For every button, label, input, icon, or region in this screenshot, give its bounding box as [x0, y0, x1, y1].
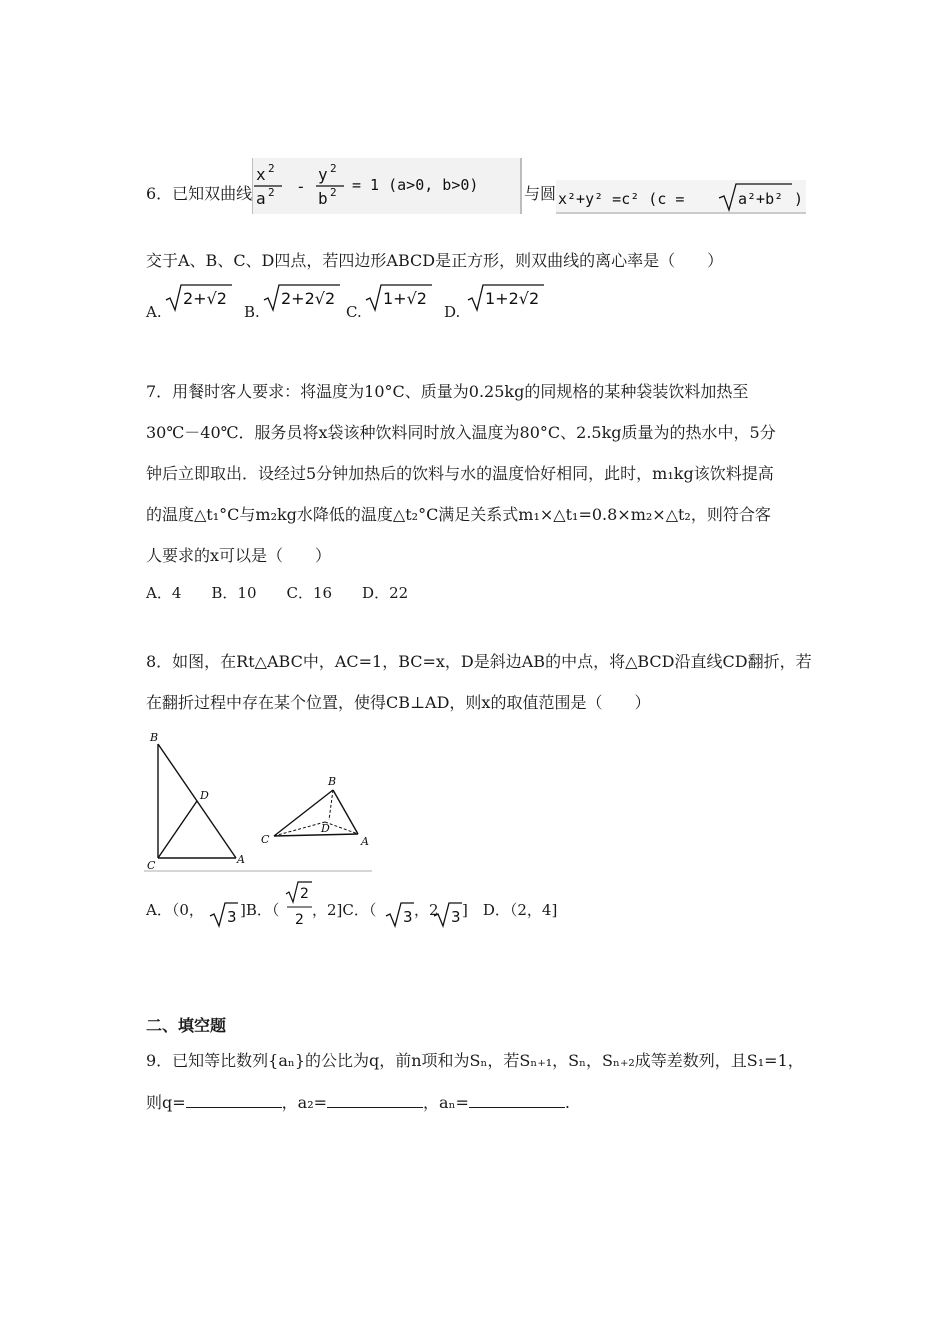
- q8-opt-c-mid: ，2: [414, 901, 439, 919]
- q8-opt-b-post: ，2]C．（: [312, 901, 377, 919]
- q9-blank-q[interactable]: [186, 1091, 282, 1108]
- hyperbola-equation-image: [252, 158, 522, 214]
- q6-connector: 与圆: [524, 184, 557, 203]
- label-b-left: B: [150, 731, 159, 744]
- hyp-y: y: [318, 165, 328, 184]
- q8-opt-a-post: ]B．（: [240, 901, 280, 919]
- q6-option-b-radical: [262, 282, 342, 312]
- q9-line2: [146, 1091, 570, 1114]
- q7-line3: 钟后立即取出．设经过5分钟加热后的饮料与水的温度恰好相同，此时，m₁kg该饮料提高: [146, 464, 774, 483]
- hyp-b: b: [318, 189, 328, 208]
- label-a-left: A: [237, 853, 245, 866]
- q8-opt-c-radical1: [384, 898, 416, 928]
- svg-text:3: 3: [227, 908, 237, 926]
- q8-opt-a-pre: A．（0，: [146, 901, 204, 919]
- q8-figure: [144, 728, 372, 873]
- label-c-right: C: [261, 833, 270, 846]
- section-title: 二、填空题: [146, 1016, 227, 1035]
- q6-option-b-label: B.: [244, 303, 260, 321]
- hyp-x-exp: 2: [268, 162, 275, 175]
- q9-line1: 9．已知等比数列{aₙ}的公比为q，前n项和为Sₙ，若Sₙ₊₁，Sₙ，Sₙ₊₂成等差数列，且S₁=1，: [146, 1051, 804, 1070]
- label-d-left: D: [200, 789, 209, 802]
- circle-radicand: a²+b²: [738, 190, 784, 208]
- svg-text:2: 2: [295, 912, 304, 928]
- q8-line2: 在翻折过程中存在某个位置，使得CB⊥AD，则x的取值范围是（ ）: [146, 693, 651, 712]
- svg-text:2+2√2: 2+2√2: [281, 289, 336, 308]
- q8-opt-c-radical2: [432, 898, 464, 928]
- svg-text:1+2√2: 1+2√2: [485, 289, 540, 308]
- q8-line1: 8．如图，在Rt△ABC中，AC=1，BC=x，D是斜边AB的中点，将△BCD沿直线CD翻折，若: [146, 652, 812, 671]
- svg-text:1+√2: 1+√2: [383, 289, 427, 308]
- hyp-minus: -: [296, 177, 306, 196]
- svg-text:2: 2: [300, 886, 309, 902]
- hyp-x: x: [256, 165, 266, 184]
- hyp-rest: = 1 (a>0, b>0): [352, 176, 479, 194]
- q7-line4: 的温度△t₁°C与m₂kg水降低的温度△t₂°C满足关系式m₁×△t₁=0.8×m₂×△t₂，则符合客: [146, 505, 771, 524]
- q6-option-d-radical: [466, 282, 546, 312]
- q6-option-d-label: D.: [444, 303, 461, 321]
- circle-close: ): [794, 190, 804, 208]
- q9-mid2: ，aₙ=: [423, 1093, 469, 1112]
- hyp-b-exp: 2: [330, 186, 337, 199]
- q8-opt-b-fraction: [284, 880, 314, 930]
- q6-line2: 交于A、B、C、D四点，若四边形ABCD是正方形，则双曲线的离心率是（ ）: [146, 251, 724, 270]
- label-b-right: B: [328, 775, 337, 788]
- hyp-y-exp: 2: [330, 162, 337, 175]
- q7-line2: 30℃－40℃．服务员将x袋该种饮料同时放入温度为80°C、2.5kg质量为的热水中，5分: [146, 423, 776, 442]
- q8-opt-a-radical: [208, 898, 240, 928]
- svg-text:2+√2: 2+√2: [183, 289, 227, 308]
- svg-text:3: 3: [403, 908, 413, 926]
- q8-opt-c-post: ] D．（2，4]: [462, 901, 558, 919]
- svg-text:3: 3: [451, 908, 461, 926]
- hyp-a: a: [256, 189, 266, 208]
- hyp-a-exp: 2: [268, 186, 275, 199]
- q9-pre: 则q=: [146, 1093, 186, 1112]
- label-c-left: C: [147, 859, 156, 872]
- label-d-right: D: [321, 822, 330, 835]
- q6-option-a-label: A.: [146, 303, 162, 321]
- q6-option-c-radical: [364, 282, 434, 312]
- q9-blank-a2[interactable]: [327, 1091, 423, 1108]
- q7-options: A．4 B．10 C．16 D．22: [146, 584, 409, 602]
- q7-line5: 人要求的x可以是（ ）: [146, 546, 332, 565]
- q6-option-a-radical: [164, 282, 234, 312]
- q9-mid1: ，a₂=: [281, 1093, 328, 1112]
- q6-number: 6．已知双曲线: [146, 184, 253, 203]
- circle-equation-image: [556, 180, 806, 214]
- q6-option-c-label: C.: [346, 303, 362, 321]
- q9-end: .: [564, 1093, 570, 1112]
- q9-blank-an[interactable]: [469, 1091, 565, 1108]
- q7-line1: 7．用餐时客人要求：将温度为10°C、质量为0.25kg的同规格的某种袋装饮料加热至: [146, 382, 749, 401]
- label-a-right: A: [361, 835, 369, 848]
- circle-left-text: x²+y² =c² (c =: [558, 190, 685, 208]
